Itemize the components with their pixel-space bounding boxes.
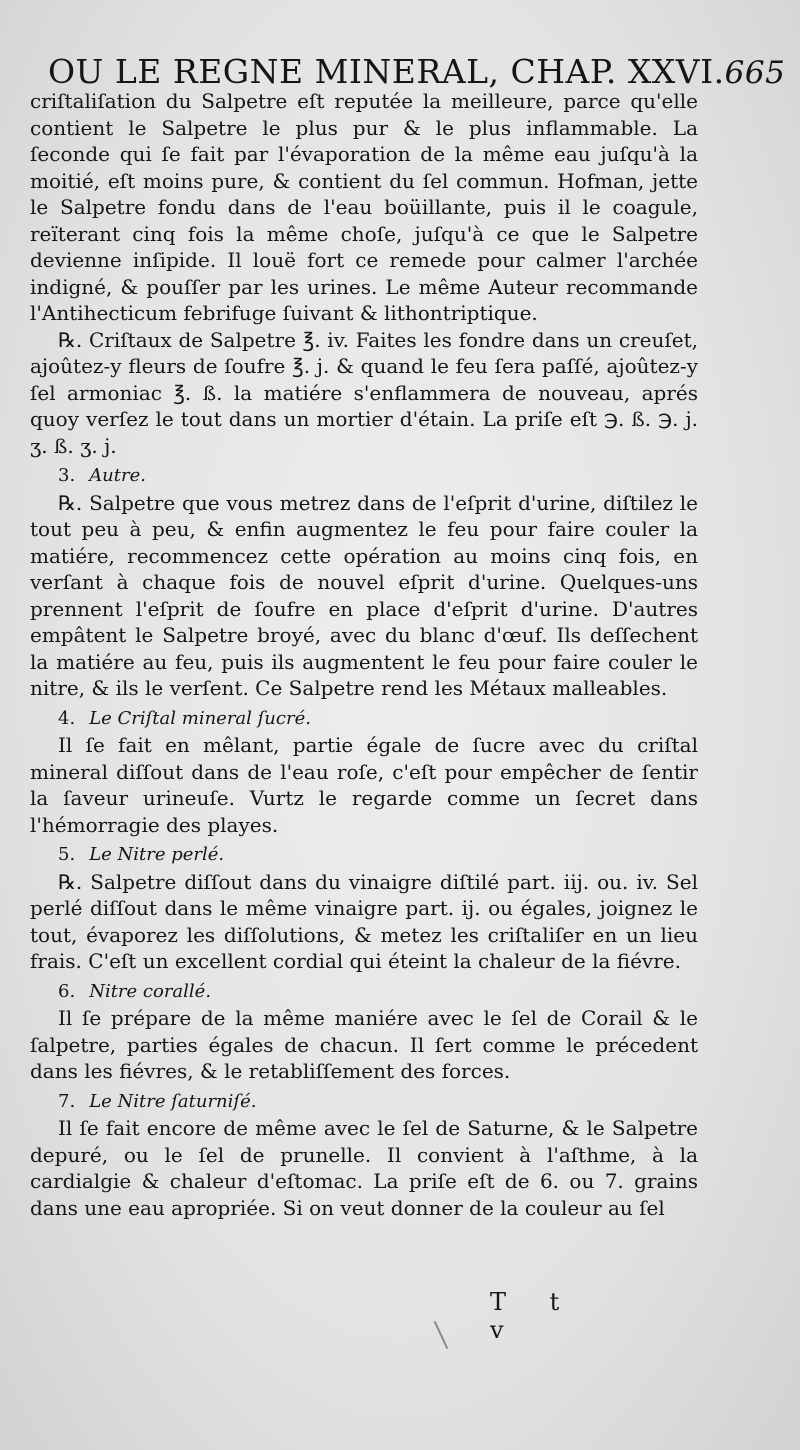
signature-mark: T t v — [490, 1288, 578, 1344]
body-text — [30, 88, 698, 1221]
recipe-title: Le Nitre perlé. — [89, 844, 225, 865]
recipe-number: 4. — [58, 707, 76, 729]
paragraph: ℞. Salpetre que vous metrez dans de l'eſprit d'urine, diſtilez le tout peu à peu, & enfin augmentez le feu pour faire couler la matiére, recommencez cette opération au moins cinq fois, en verſant à chaque fois de nouvel eſprit d'urine. Quelques-uns prennent l'eſprit de ſoufre en place d'eſprit d'urine. D'autres empâtent le Salpetre broyé, avec du blanc d'œuf. Ils deſſechent la matiére au feu, puis ils augmentent le feu pour faire couler le nitre, & ils le verſent. Ce Salpetre rend les Métaux malleables. — [30, 490, 698, 700]
recipe-number: 6. — [58, 980, 76, 1002]
paragraph: Il ſe fait en mêlant, partie égale de ſucre avec du criſtal mineral diſſout dans de l'eau roſe, c'eſt pour empêcher de ſentir la ſaveur urineuſe. Vurtz le regarde comme un ſecret dans l'hémorragie des playes. — [30, 733, 698, 837]
pen-stroke-mark — [434, 1321, 448, 1349]
recipe-number: 5. — [58, 844, 76, 865]
recipe-heading — [30, 1089, 698, 1116]
recipe-heading — [30, 979, 698, 1006]
recipe-heading — [30, 842, 698, 869]
recipe-title: Nitre corallé. — [89, 980, 212, 1002]
page-number: 665 — [724, 55, 786, 91]
recipe-number: 7. — [58, 1090, 76, 1112]
recipe-number: 3. — [58, 465, 76, 486]
recipe-title: Le Criſtal mineral ſucré. — [89, 707, 311, 729]
recipe-title: Autre. — [89, 465, 146, 486]
paragraph: Il ſe fait encore de même avec le ſel de Saturne, & le Salpetre depuré, ou le ſel de prunelle. Il convient à l'aſthme, à la cardialgie & chaleur d'eſtomac. La priſe eſt de 6. ou 7. grains dans une eau apropriée. Si on veut donner de la couleur au ſel — [30, 1116, 698, 1220]
paragraph: ℞. Salpetre diſſout dans du vinaigre diſtilé part. iij. ou. iv. Sel perlé diſſout dans le même vinaigre part. ij. ou égales, joignez le tout, évaporez les diſſolutions, & metez les criſtaliſer en un lieu frais. C'eſt un excellent cordial qui éteint la chaleur de la fiévre. — [30, 869, 698, 973]
paragraph: Il ſe prépare de la même maniére avec le ſel de Corail & le ſalpetre, parties égales de chacun. Il ſert comme le précedent dans les fiévres, & le retabliſſement des forces. — [30, 1006, 698, 1083]
paragraph: ℞. Criſtaux de Salpetre ℥. iv. Faites les fondre dans un creuſet, ajoûtez-y fleurs de ſoufre ℥. j. & quand le feu ſera paſſé, ajoûtez-y ſel armoniac ℥. ß. la matiére s'enflammera de nouveau, aprés quoy verſez le tout dans un mortier d'étain. La priſe eſt ℈. ß. ℈. j. ʒ. ß. ʒ. j. — [30, 327, 698, 458]
recipe-heading — [30, 463, 698, 490]
paragraph: criſtaliſation du Salpetre eſt reputée la meilleure, parce qu'elle contient le Salpetre le plus pur & le plus inflammable. La ſeconde qui ſe fait par l'évaporation de la même eau juſqu'à la moitié, eſt moins pure, & contient du ſel commun. Hofman, jette le Salpetre fondu dans de l'eau boüillante, puis il le coagule, reïterant cinq fois la même choſe, juſqu'à ce que le Salpetre devienne inſipide. Il louë fort ce remede pour calmer l'archée indigné, & pouſſer par les urines. Le même Auteur recommande l'Antihecticum febrifuge ſuivant & lithontriptique. — [30, 89, 698, 325]
recipe-title: Le Nitre ſaturniſé. — [89, 1090, 257, 1112]
running-head: OU LE REGNE MINERAL, CHAP. XXVI. — [48, 52, 725, 91]
recipe-heading — [30, 706, 698, 733]
